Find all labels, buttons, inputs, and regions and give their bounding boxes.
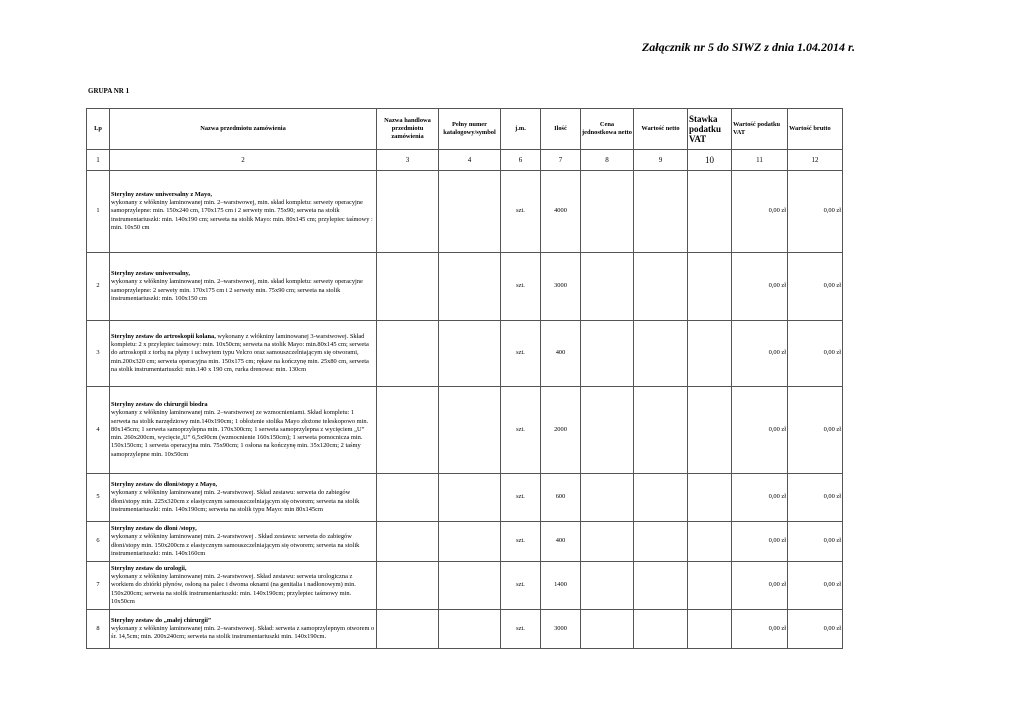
- table-row: [87, 253, 843, 321]
- row-vat-value: 0,00 zł: [732, 253, 788, 321]
- items-table: [86, 108, 843, 649]
- row-description: wykonany z włókniny laminowanej min. 2-warstwowej . Skład zestawu: serweta do zabiegów dłoni/stopy min. 150x200cm z elastycznym samouszczelniającym się otworem; serweta na stolik instrumentariuszki: min. 140x160cm: [111, 533, 360, 557]
- row-vat-value: 0,00 zł: [732, 522, 788, 562]
- row-description: wykonany z włókniny laminowanej 3-warstwowej. Skład kompletu: 2 x przylepiec taśmowy: min. 10x50cm; serweta na stolik Mayo: min.80x145 cm; serweta do artroskopii z torbą na płyny i uchwytem typu Velcro oraz samouszczelniającym się otworami, min.200x320 cm; serweta operacyjna min. 150x175 cm; rękaw na kończynę min. 25x80 cm, serweta na stolik instrumentariuszki: min.140 x 190 cm, rurka drenowa: min. 130cm: [111, 332, 369, 373]
- trade-name-cell[interactable]: [377, 562, 439, 610]
- row-gross-value: 0,00 zł: [788, 610, 843, 649]
- row-qty: 4000: [541, 171, 581, 253]
- row-description-cell: [110, 321, 377, 387]
- row-gross-value: 0,00 zł: [788, 387, 843, 474]
- vat-rate-cell[interactable]: [688, 610, 732, 649]
- header-name: Nazwa przedmiotu zamówienia: [110, 109, 377, 150]
- column-number: 4: [439, 150, 501, 171]
- row-description: wykonany z włókniny laminowanej min. 2-warstwowej. Skład zestawu: serweta do zabiegów dłoni/stopy min. 225x320cm z elastycznym samouszczelniającym się otworem; serweta na stolik instrumentariuszki: min. 140x190cm; serweta na stolik typu Mayo: min 80x145cm: [111, 489, 360, 513]
- vat-rate-cell[interactable]: [688, 474, 732, 522]
- row-unit: szt.: [501, 253, 541, 321]
- row-title: Sterylny zestaw uniwersalny,: [111, 269, 190, 277]
- header-net-value: Wartość netto: [634, 109, 688, 150]
- table-row: [87, 321, 843, 387]
- catalog-cell[interactable]: [439, 253, 501, 321]
- catalog-cell[interactable]: [439, 522, 501, 562]
- row-vat-value: 0,00 zł: [732, 321, 788, 387]
- unit-price-cell[interactable]: [581, 387, 634, 474]
- row-gross-value: 0,00 zł: [788, 253, 843, 321]
- vat-rate-cell[interactable]: [688, 171, 732, 253]
- catalog-cell[interactable]: [439, 387, 501, 474]
- unit-price-cell[interactable]: [581, 474, 634, 522]
- row-vat-value: 0,00 zł: [732, 387, 788, 474]
- net-value-cell: [634, 562, 688, 610]
- row-title: Sterylny zestaw uniwersalny z Mayo,: [111, 190, 212, 198]
- row-lp: 8: [87, 610, 110, 649]
- row-unit: szt.: [501, 387, 541, 474]
- table-row: [87, 171, 843, 253]
- table-row: [87, 610, 843, 649]
- group-label: GRUPA NR 1: [88, 87, 130, 95]
- row-description-cell: [110, 522, 377, 562]
- column-number: 1: [87, 150, 110, 171]
- row-vat-value: 0,00 zł: [732, 171, 788, 253]
- catalog-cell[interactable]: [439, 562, 501, 610]
- row-gross-value: 0,00 zł: [788, 562, 843, 610]
- column-number: 6: [501, 150, 541, 171]
- catalog-cell[interactable]: [439, 474, 501, 522]
- row-title: Sterylny zestaw do urologii,: [111, 564, 187, 572]
- row-description: wykonany z włókniny laminowanej min. 2-warstwowej. Skład zestawu: serweta urologiczna z workiem do zbiórki płynów, osłoną na palec i dwoma oknami (na genitalia i nadłonowym) min. 150x200cm; serweta na stolik instrumentariuszki: min. 140x190cm; przylepiec taśmowy min. 10x50cm: [111, 573, 356, 605]
- table-row: [87, 474, 843, 522]
- row-unit: szt.: [501, 321, 541, 387]
- net-value-cell: [634, 321, 688, 387]
- header-vat-rate: Stawka podatku VAT: [688, 109, 732, 150]
- header-lp: Lp: [87, 109, 110, 150]
- unit-price-cell[interactable]: [581, 321, 634, 387]
- row-gross-value: 0,00 zł: [788, 171, 843, 253]
- row-qty: 2000: [541, 387, 581, 474]
- vat-rate-cell[interactable]: [688, 387, 732, 474]
- row-unit: szt.: [501, 562, 541, 610]
- row-gross-value: 0,00 zł: [788, 474, 843, 522]
- header-catalog: Pełny numer katalogowy/symbol: [439, 109, 501, 150]
- row-description: wykonany z włókniny laminowanej min. 2–warstwowej, min. skład kompletu: serwety operacyjne samoprzylepne: 2 serwety min. 170x175 cm i 2 serwety min. 75x90 cm; serweta na stolik instrumentariuszki: min. 100x150 cm: [111, 278, 363, 302]
- row-unit: szt.: [501, 610, 541, 649]
- row-vat-value: 0,00 zł: [732, 562, 788, 610]
- trade-name-cell[interactable]: [377, 474, 439, 522]
- row-title: Sterylny zestaw do „małej chirurgii”: [111, 616, 212, 624]
- row-lp: 5: [87, 474, 110, 522]
- unit-price-cell[interactable]: [581, 562, 634, 610]
- trade-name-cell[interactable]: [377, 321, 439, 387]
- row-qty: 400: [541, 522, 581, 562]
- row-description-cell: [110, 562, 377, 610]
- header-vat-value: Wartość podatku VAT: [732, 109, 788, 150]
- column-number: 2: [110, 150, 377, 171]
- header-unit-price: Cena jednostkowa netto: [581, 109, 634, 150]
- unit-price-cell[interactable]: [581, 522, 634, 562]
- vat-rate-cell[interactable]: [688, 253, 732, 321]
- net-value-cell: [634, 522, 688, 562]
- row-description: wykonany z włókniny laminowanej min. 2–warstwowej, min. skład kompletu: serwety operacyjne samoprzylepne: min. 150x240 cm, 170x175 cm i 2 serwety min. 75x90; serweta na stolik instrumentariuszki: min. 140x190 cm; serweta na stolik Mayo: min. 80x145 cm; przylepiec taśmowy : min. 10x50 cm: [111, 199, 373, 231]
- row-title: Sterylny zestaw do dłoni /stopy,: [111, 524, 197, 532]
- header-gross-value: Wartość brutto: [788, 109, 843, 150]
- row-vat-value: 0,00 zł: [732, 610, 788, 649]
- row-description-cell: [110, 474, 377, 522]
- column-number: 8: [581, 150, 634, 171]
- unit-price-cell[interactable]: [581, 171, 634, 253]
- row-unit: szt.: [501, 171, 541, 253]
- row-gross-value: 0,00 zł: [788, 522, 843, 562]
- row-gross-value: 0,00 zł: [788, 321, 843, 387]
- vat-rate-cell[interactable]: [688, 562, 732, 610]
- column-number: 3: [377, 150, 439, 171]
- page-title: Załącznik nr 5 do SIWZ z dnia 1.04.2014 r.: [641, 40, 855, 54]
- row-title: Sterylny zestaw do chirurgii biodra: [111, 400, 208, 408]
- row-qty: 3000: [541, 610, 581, 649]
- row-description-cell: [110, 253, 377, 321]
- row-lp: 7: [87, 562, 110, 610]
- row-vat-value: 0,00 zł: [732, 474, 788, 522]
- net-value-cell: [634, 610, 688, 649]
- row-title: Sterylny zestaw do artroskopii kolana,: [111, 332, 216, 340]
- net-value-cell: [634, 253, 688, 321]
- row-qty: 1400: [541, 562, 581, 610]
- row-lp: 2: [87, 253, 110, 321]
- header-trade-name: Nazwa handlowa przedmiotu zamówienia: [377, 109, 439, 150]
- row-qty: 400: [541, 321, 581, 387]
- row-unit: szt.: [501, 522, 541, 562]
- header-qty: Ilość: [541, 109, 581, 150]
- row-lp: 3: [87, 321, 110, 387]
- net-value-cell: [634, 474, 688, 522]
- row-qty: 3000: [541, 253, 581, 321]
- net-value-cell: [634, 387, 688, 474]
- table-row: [87, 562, 843, 610]
- row-description: wykonany z włókniny laminowanej min. 2–warstwowej. Skład: serweta z samoprzylepnym otworem o śr. 14,5cm; min. 200x240cm; serweta na stolik instrumentariuszki min. 140x190cm.: [111, 624, 375, 641]
- trade-name-cell[interactable]: [377, 387, 439, 474]
- row-description: wykonany z włókniny laminowanej min. 2–warstwowej ze wzmocnieniami. Skład kompletu: 1 serweta na stolik narzędziowy min.140x190cm; 1 obłożenie stolika Mayo złożone teleskopowo min. 80x145cm; 1 serweta samoprzylepna min. 170x300cm; 1 serweta samoprzylepna z wycięciem „U” min. 260x200cm, wycięcie„U” 6,5x90cm (wzmocnienie 160x150cm); 1 serweta pomocnicza min. 150x150cm; 1 serweta operacyjna min. 75x90cm; 1 osłona na kończynę min. 35x120cm; 2 taśmy samoprzylepne min. 10x50cm: [111, 409, 369, 458]
- catalog-cell[interactable]: [439, 610, 501, 649]
- unit-price-cell[interactable]: [581, 253, 634, 321]
- unit-price-cell[interactable]: [581, 610, 634, 649]
- row-title: Sterylny zestaw do dłoni/stopy z Mayo,: [111, 480, 218, 488]
- trade-name-cell[interactable]: [377, 522, 439, 562]
- column-number: 11: [732, 150, 788, 171]
- trade-name-cell[interactable]: [377, 171, 439, 253]
- row-qty: 600: [541, 474, 581, 522]
- row-lp: 4: [87, 387, 110, 474]
- table-row: [87, 522, 843, 562]
- trade-name-cell[interactable]: [377, 610, 439, 649]
- column-number: 12: [788, 150, 843, 171]
- header-row: [87, 109, 843, 150]
- vat-rate-cell[interactable]: [688, 522, 732, 562]
- catalog-cell[interactable]: [439, 171, 501, 253]
- column-number-row: [87, 150, 843, 171]
- column-number: 10: [688, 150, 732, 171]
- trade-name-cell[interactable]: [377, 253, 439, 321]
- header-unit: j.m.: [501, 109, 541, 150]
- row-description-cell: [110, 171, 377, 253]
- row-unit: szt.: [501, 474, 541, 522]
- table-row: [87, 387, 843, 474]
- row-description-cell: [110, 610, 377, 649]
- column-number: 7: [541, 150, 581, 171]
- net-value-cell: [634, 171, 688, 253]
- catalog-cell[interactable]: [439, 321, 501, 387]
- vat-rate-cell[interactable]: [688, 321, 732, 387]
- row-lp: 6: [87, 522, 110, 562]
- row-lp: 1: [87, 171, 110, 253]
- row-description-cell: [110, 387, 377, 474]
- column-number: 9: [634, 150, 688, 171]
